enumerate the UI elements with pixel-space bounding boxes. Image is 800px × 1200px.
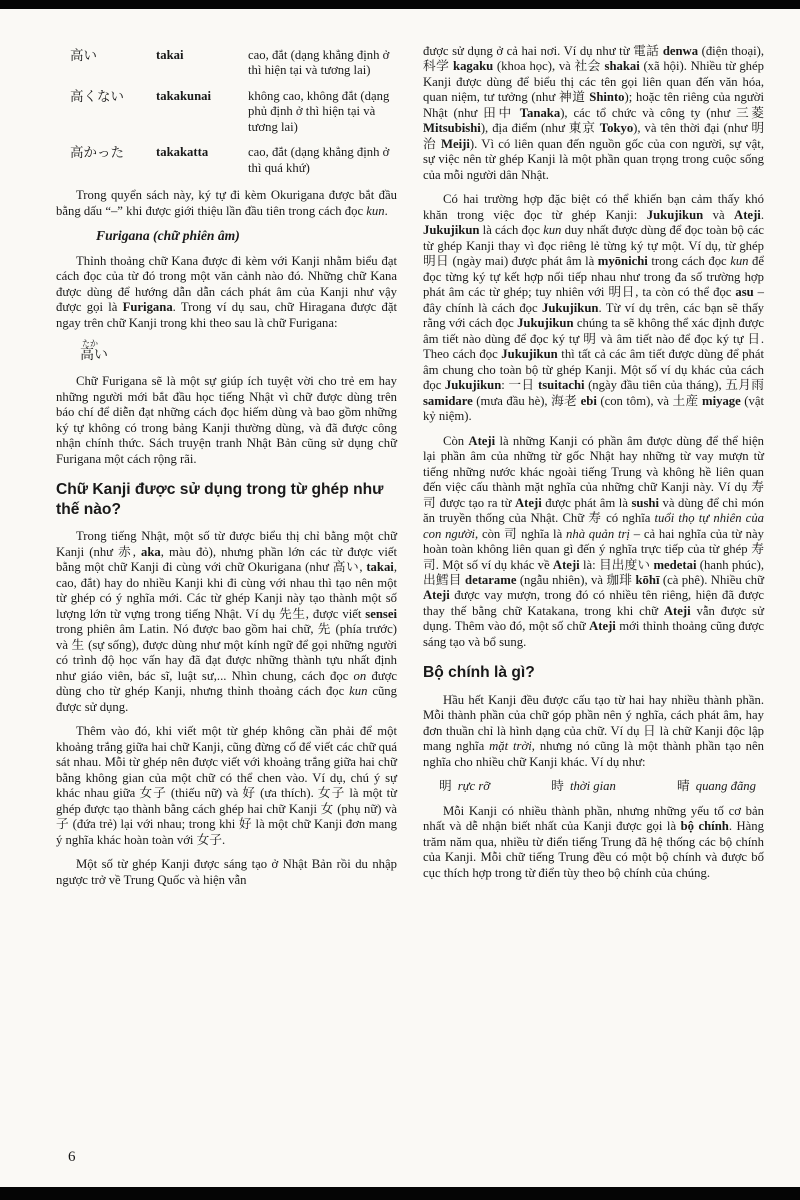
- text-segment: denwa: [662, 44, 699, 58]
- text-segment: Có hai trường hợp đặc biệt có thể khiến bạn cảm thấy khó khăn trong việc đọc từ ghép Kanji:: [423, 192, 764, 222]
- text-segment: – đây chính là cách đọc: [423, 285, 765, 315]
- vocab-meaning: cao, đắt (dạng khẳng định ở thì quá khứ): [248, 145, 390, 175]
- text-segment: kun: [730, 254, 749, 269]
- text-segment: kun: [543, 223, 562, 238]
- page-content: [56, 44, 764, 897]
- text-segment: mới thỉnh thoảng cũng được sáng tạo và bổ sung.: [423, 619, 764, 649]
- text-segment: Hầu hết Kanji đều được cấu tạo từ hai hay nhiều thành phần. Mỗi thành phần của chữ góp phần nên ý nghĩa, cách phát âm, hay đơn thuần chỉ là hình dạng của chữ. Ví dụ 日 là chữ Kanji độc lập mang nghĩa: [423, 692, 764, 754]
- kanji-glyph: 時: [551, 779, 564, 794]
- text-segment: medetai: [653, 557, 697, 572]
- text-segment: (ngẫu nhiên), và 珈琲: [516, 572, 636, 587]
- text-segment: Thêm vào đó, khi viết một từ ghép không cần phải để một khoảng trắng giữa hai chữ Kanji, cũng đừng cố để viết các chữ quá sát nhau. Mỗi từ ghép nên được viết với khoảng trắng giữa hai chữ bằng không gian của một chữ có thể chen vào. Ví dụ, chú ý sự khác nhau giữa 女子 (thiếu nữ) và 好 (ưa thích). 女子 là một từ ghép được tạo thành bằng cách ghép hai chữ Kanji 女 (phụ nữ) và 子 (đứa trẻ) lại với nhau; trong khi 好 là một chữ Kanji đơn mang ý nghĩa khác hoàn toàn với 女子.: [56, 724, 397, 847]
- text-segment: duy nhất được dùng để đọc toàn bộ các từ ghép Kanji thay vì đọc riêng lẻ từng ký tự một. Ví dụ, từ ghép 明日 (ngày mai) được phát âm là: [423, 223, 765, 269]
- text-segment: : 一日: [501, 378, 539, 393]
- kanji-glyph: 晴: [677, 779, 690, 794]
- text-segment: .: [760, 207, 764, 222]
- text-segment: (xã hội). Nhiều từ ghép Kanji được dùng để biểu thị các tên gọi liên quan đến văn hóa, quan niệm, tư tưởng (như 神道: [423, 59, 764, 105]
- text-segment: ), địa điểm (như 東京: [480, 121, 600, 136]
- text-segment: vẫn được sử dụng. Thêm vào đó, một số chữ: [423, 603, 764, 634]
- compound-kanji-heading: Chữ Kanji được sử dụng trong từ ghép như thế nào?: [56, 481, 384, 518]
- text-segment: asu: [735, 285, 754, 300]
- vocab-romaji: takai: [156, 48, 184, 62]
- text-segment: được sử dụng ở cả hai nơi. Ví dụ như từ 電話: [423, 44, 663, 58]
- text-segment: Shinto: [589, 90, 625, 105]
- text-segment: (con tôm), và 土産: [596, 393, 703, 408]
- vocab-row: [70, 48, 397, 79]
- conjugation-table: [56, 48, 397, 176]
- text-segment: kagaku: [453, 59, 494, 74]
- text-segment: Meiji: [441, 136, 470, 151]
- ateji-paragraph: [423, 434, 764, 651]
- text-segment: Thỉnh thoảng chữ Kana được đi kèm với Kanji nhằm biểu đạt cách đọc của từ đó trong một văn cảnh nào đó. Những chữ Kana được dùng để hướng dẫn dẫn cách phát âm của Kanji như vậy được gọi là: [56, 253, 397, 315]
- vocab-kanji: 高くない: [70, 88, 124, 104]
- left-column: [56, 44, 397, 897]
- radical-intro-paragraph: [423, 693, 764, 770]
- text-segment: được vay mượn, trong đó có nhiều tên riêng, hiện đã được thay thế bằng chữ Katakana, trong khi chữ: [423, 588, 764, 618]
- text-segment: là những Kanji có phần âm được dùng để thể hiện lại phần âm của những từ gốc Nhật hay những từ vay mượn từ tiếng những nước khác ngoài tiếng Trung và không hề liên quan đến việc cấu thành mặt nghĩa của những chữ Kanji này. Ví dụ 寿司 được tạo ra từ: [423, 433, 764, 510]
- text-segment: . Từ ví dụ trên, các bạn sẽ thấy rằng với cách đọc: [423, 300, 764, 331]
- text-segment: – cả hai nghĩa của từ này hoàn toàn không liên quan gì đến ý nghĩa trực tiếp của từ ghép 寿司. Một số ví dụ khác về: [423, 526, 764, 572]
- vocab-meaning: cao, đắt (dạng khẳng định ở thì hiện tại và tương lai): [248, 48, 390, 78]
- text-segment: Jukujikun: [646, 207, 704, 222]
- text-segment: tsuitachi: [538, 378, 585, 393]
- scan-edge-top: [0, 0, 800, 9]
- text-segment: shakai: [604, 59, 640, 74]
- text-segment: Ateji: [552, 557, 580, 572]
- text-segment: nhà quản trị: [566, 526, 630, 541]
- text-segment: kōhī: [635, 572, 660, 587]
- vocab-kanji: 高かった: [70, 145, 124, 161]
- compound-origin-paragraph: [56, 857, 397, 888]
- text-segment: Tokyo: [599, 121, 634, 136]
- text-segment: myōnichi: [597, 254, 648, 269]
- text-segment: Tanaka: [519, 105, 561, 120]
- text-segment: Trong tiếng Nhật, một số từ được biểu thị chỉ bằng một chữ Kanji (như 赤,: [56, 529, 397, 559]
- text-segment: Jukujikun: [517, 316, 574, 331]
- text-segment: Chữ Furigana sẽ là một sự giúp ích tuyệt vời cho trẻ em hay những người mới bắt đầu học tiếng Nhật vì chữ được dùng trên báo chí để diễn đạt những cách đọc hiếm dùng và bao gồm những ký tự không có trong bảng Kanji thường dùng, và đã được công nhận chính thức. Sách truyện tranh Nhật Bản cũng sử dụng chữ Furigana một cách rộng rãi.: [56, 374, 397, 466]
- furigana-benefit-paragraph: [56, 374, 397, 467]
- text-segment: ); hoặc tên riêng của người Nhật (như 田中: [423, 90, 764, 120]
- text-segment: (ngày đầu tiên của tháng), 五月雨: [584, 378, 764, 393]
- text-segment: là cách đọc: [479, 223, 544, 238]
- text-segment: (hanh phúc), 出鱈目: [423, 557, 764, 587]
- text-segment: kun: [366, 203, 385, 218]
- text-segment: Còn: [443, 433, 469, 448]
- vocab-romaji: takakunai: [156, 88, 212, 103]
- vocab-meaning: không cao, không đắt (dạng phủ định ở thì hiện tại và tương lai): [248, 88, 390, 134]
- vocab-kanji: 高い: [70, 48, 97, 63]
- text-segment: Một số từ ghép Kanji được sáng tạo ở Nhật Bản rồi du nhập ngược trở về Trung Quốc và hiện vẫn: [56, 857, 397, 887]
- vocab-romaji: takakatta: [156, 145, 209, 160]
- right-column: [423, 44, 764, 897]
- text-segment: được dùng cho từ ghép Kanji, nhưng thỉnh thoảng cách đọc: [56, 668, 397, 699]
- radical-example-row: [439, 779, 756, 794]
- text-segment: Mitsubishi: [423, 121, 481, 136]
- kanji-example: [677, 779, 756, 794]
- compound-examples-paragraph: [423, 44, 764, 183]
- text-segment: thì tất cả các âm tiết được dùng để phát âm chung cho toàn bộ từ ghép Kanji. Một số ví dụ khác của cách đọc: [423, 347, 764, 393]
- text-segment: là: 目出度い: [579, 557, 654, 572]
- jukujikun-paragraph: [423, 192, 764, 424]
- text-segment: ). Vì có liên quan đến nguồn gốc của con người, sự vật, sự việc nên từ ghép Kanji là một phần quan trọng trong cuộc sống của mỗi người dân Nhật.: [423, 136, 764, 182]
- vocab-row: [70, 89, 397, 135]
- text-segment: Ateji: [663, 603, 691, 618]
- text-segment: on: [353, 668, 367, 683]
- text-segment: và dùng để chỉ món ăn truyền thống của Nhật. Chữ 寿 có nghĩa: [423, 495, 765, 526]
- text-segment: Ateji: [423, 588, 450, 603]
- text-segment: để đọc từng ký tự kết hợp nối tiếp nhau như trong đa số trường hợp phát âm các từ ghép; tuy nhiên với 明日, ta còn có thể đọc: [423, 254, 764, 300]
- text-segment: bộ chính: [680, 819, 729, 834]
- text-segment: được phát âm là: [541, 495, 632, 510]
- text-segment: (vật kỷ niệm).: [423, 393, 765, 424]
- kanji-example: [551, 779, 616, 794]
- text-segment: sushi: [631, 495, 659, 510]
- text-segment: Jukujikun: [542, 300, 599, 315]
- kanji-meaning: quang đãng: [695, 779, 756, 794]
- text-segment: ebi: [580, 393, 597, 408]
- text-segment: tuổi thọ tự nhiên của con người: [423, 511, 765, 541]
- text-segment: (cà phê). Nhiều chữ: [659, 572, 765, 587]
- text-segment: . Trong ví dụ sau, chữ Hiragana được đặt ngay trên chữ Kanji trong khi theo sau là chữ Furigana:: [56, 300, 397, 330]
- text-segment: , màu đỏ), nhưng phần lớn các từ được viết bằng một chữ Kanji đi cùng với chữ Okurigana (như 高い,: [56, 544, 397, 575]
- text-segment: detarame: [465, 572, 517, 587]
- radical-heading: Bộ chính là gì?: [423, 664, 535, 682]
- kanji-glyph: 明: [439, 779, 452, 794]
- text-segment: mặt trời: [489, 739, 532, 754]
- text-segment: Trong quyển sách này, ký tự đi kèm Okurigana được bắt đầu bằng dấu “–” khi được giới thiệu lần đầu tiên trong cách đọc: [56, 188, 397, 218]
- text-segment: (điện thoại), 科学: [423, 44, 764, 74]
- furigana-heading: Furigana (chữ phiên âm): [96, 228, 240, 244]
- vocab-row: [70, 145, 397, 176]
- kanji-meaning: rực rỡ: [457, 779, 491, 794]
- okurigana-note-paragraph: [56, 188, 397, 219]
- furigana-intro-paragraph: [56, 254, 397, 331]
- text-segment: (khoa học), và 社会: [493, 59, 605, 74]
- text-segment: Jukujikun: [444, 378, 502, 393]
- text-segment: takai: [366, 560, 394, 575]
- text-segment: , cao, đắt) hay do nhiều Kanji khi đi cùng với nhau thì tạo nên một từ ghép có ý nghĩa mới. Các từ ghép Kanji này tạo thành một số lượng lớn từ vựng trong tiếng Nhật. Ví dụ 先生, được viết: [56, 560, 397, 621]
- radical-detail-paragraph: [423, 804, 764, 881]
- furigana-example: [80, 340, 397, 364]
- text-segment: Mỗi Kanji có nhiều thành phần, nhưng những yếu tố cơ bản nhất và dễ nhận biết nhất của Kanji được gọi là: [423, 803, 764, 834]
- text-segment: chúng ta sẽ không thể xác định được âm tiết nào dùng để đọc ký tự 明 và âm tiết nào để đọc ký tự 日. Theo cách đọc: [423, 316, 764, 362]
- scan-edge-bottom: [0, 1187, 800, 1200]
- text-segment: trong cách đọc: [647, 254, 731, 269]
- text-segment: , còn 司 nghĩa là: [475, 526, 566, 541]
- text-segment: (mưa đầu hè), 海老: [472, 393, 581, 408]
- text-segment: Jukujikun: [501, 347, 558, 362]
- compound-spacing-paragraph: [56, 724, 397, 848]
- text-segment: ), các tổ chức và công ty (như 三菱: [560, 105, 764, 120]
- text-segment: Ateji: [589, 619, 616, 634]
- compound-intro-paragraph: [56, 529, 397, 715]
- text-segment: . Hàng trăm năm qua, nhiều từ điển tiếng Trung đã hệ thống các bộ chính của Kanji. Mỗi chữ tiếng Trung đều có một bộ chính và được bố cục thích hợp trong từ điển tùy theo bộ chính của chúng.: [423, 819, 764, 880]
- kanji-base-text: 高い: [80, 348, 108, 364]
- kanji-example: [439, 779, 490, 794]
- text-segment: ), và tên thời đại (như 明治: [423, 121, 765, 151]
- text-segment: aka: [141, 544, 161, 559]
- page-number: 6: [68, 1149, 76, 1165]
- text-segment: kun: [349, 684, 368, 699]
- kanji-meaning: thời gian: [569, 779, 616, 794]
- text-segment: , nhưng nó cũng là một thành phần tạo nên nghĩa cho nhiều chữ Kanji khác. Ví dụ như:: [423, 739, 764, 769]
- text-segment: Ateji: [468, 433, 496, 448]
- text-segment: Jukujikun: [423, 223, 480, 238]
- text-segment: .: [384, 203, 388, 218]
- text-segment: Ateji: [515, 495, 542, 510]
- text-segment: Ateji: [734, 207, 761, 222]
- text-segment: miyage: [702, 393, 741, 408]
- text-segment: và: [703, 207, 735, 222]
- text-segment: Furigana: [122, 300, 173, 315]
- text-segment: sensei: [365, 606, 397, 621]
- text-segment: trong phiên âm Latin. Nó được bao gồm hai chữ, 先 (phía trước) và 生 (sự sống), được dùng như một kính ngữ để gọi những người có trình độ học vấn hay đã đạt được những thành tựu nhất định như giáo viên, bác sĩ, luật sư,... Nhìn chung, cách đọc: [56, 622, 397, 683]
- text-segment: samidare: [423, 393, 473, 408]
- furigana-text: たか: [82, 339, 98, 349]
- text-segment: cũng được sử dụng.: [56, 684, 397, 714]
